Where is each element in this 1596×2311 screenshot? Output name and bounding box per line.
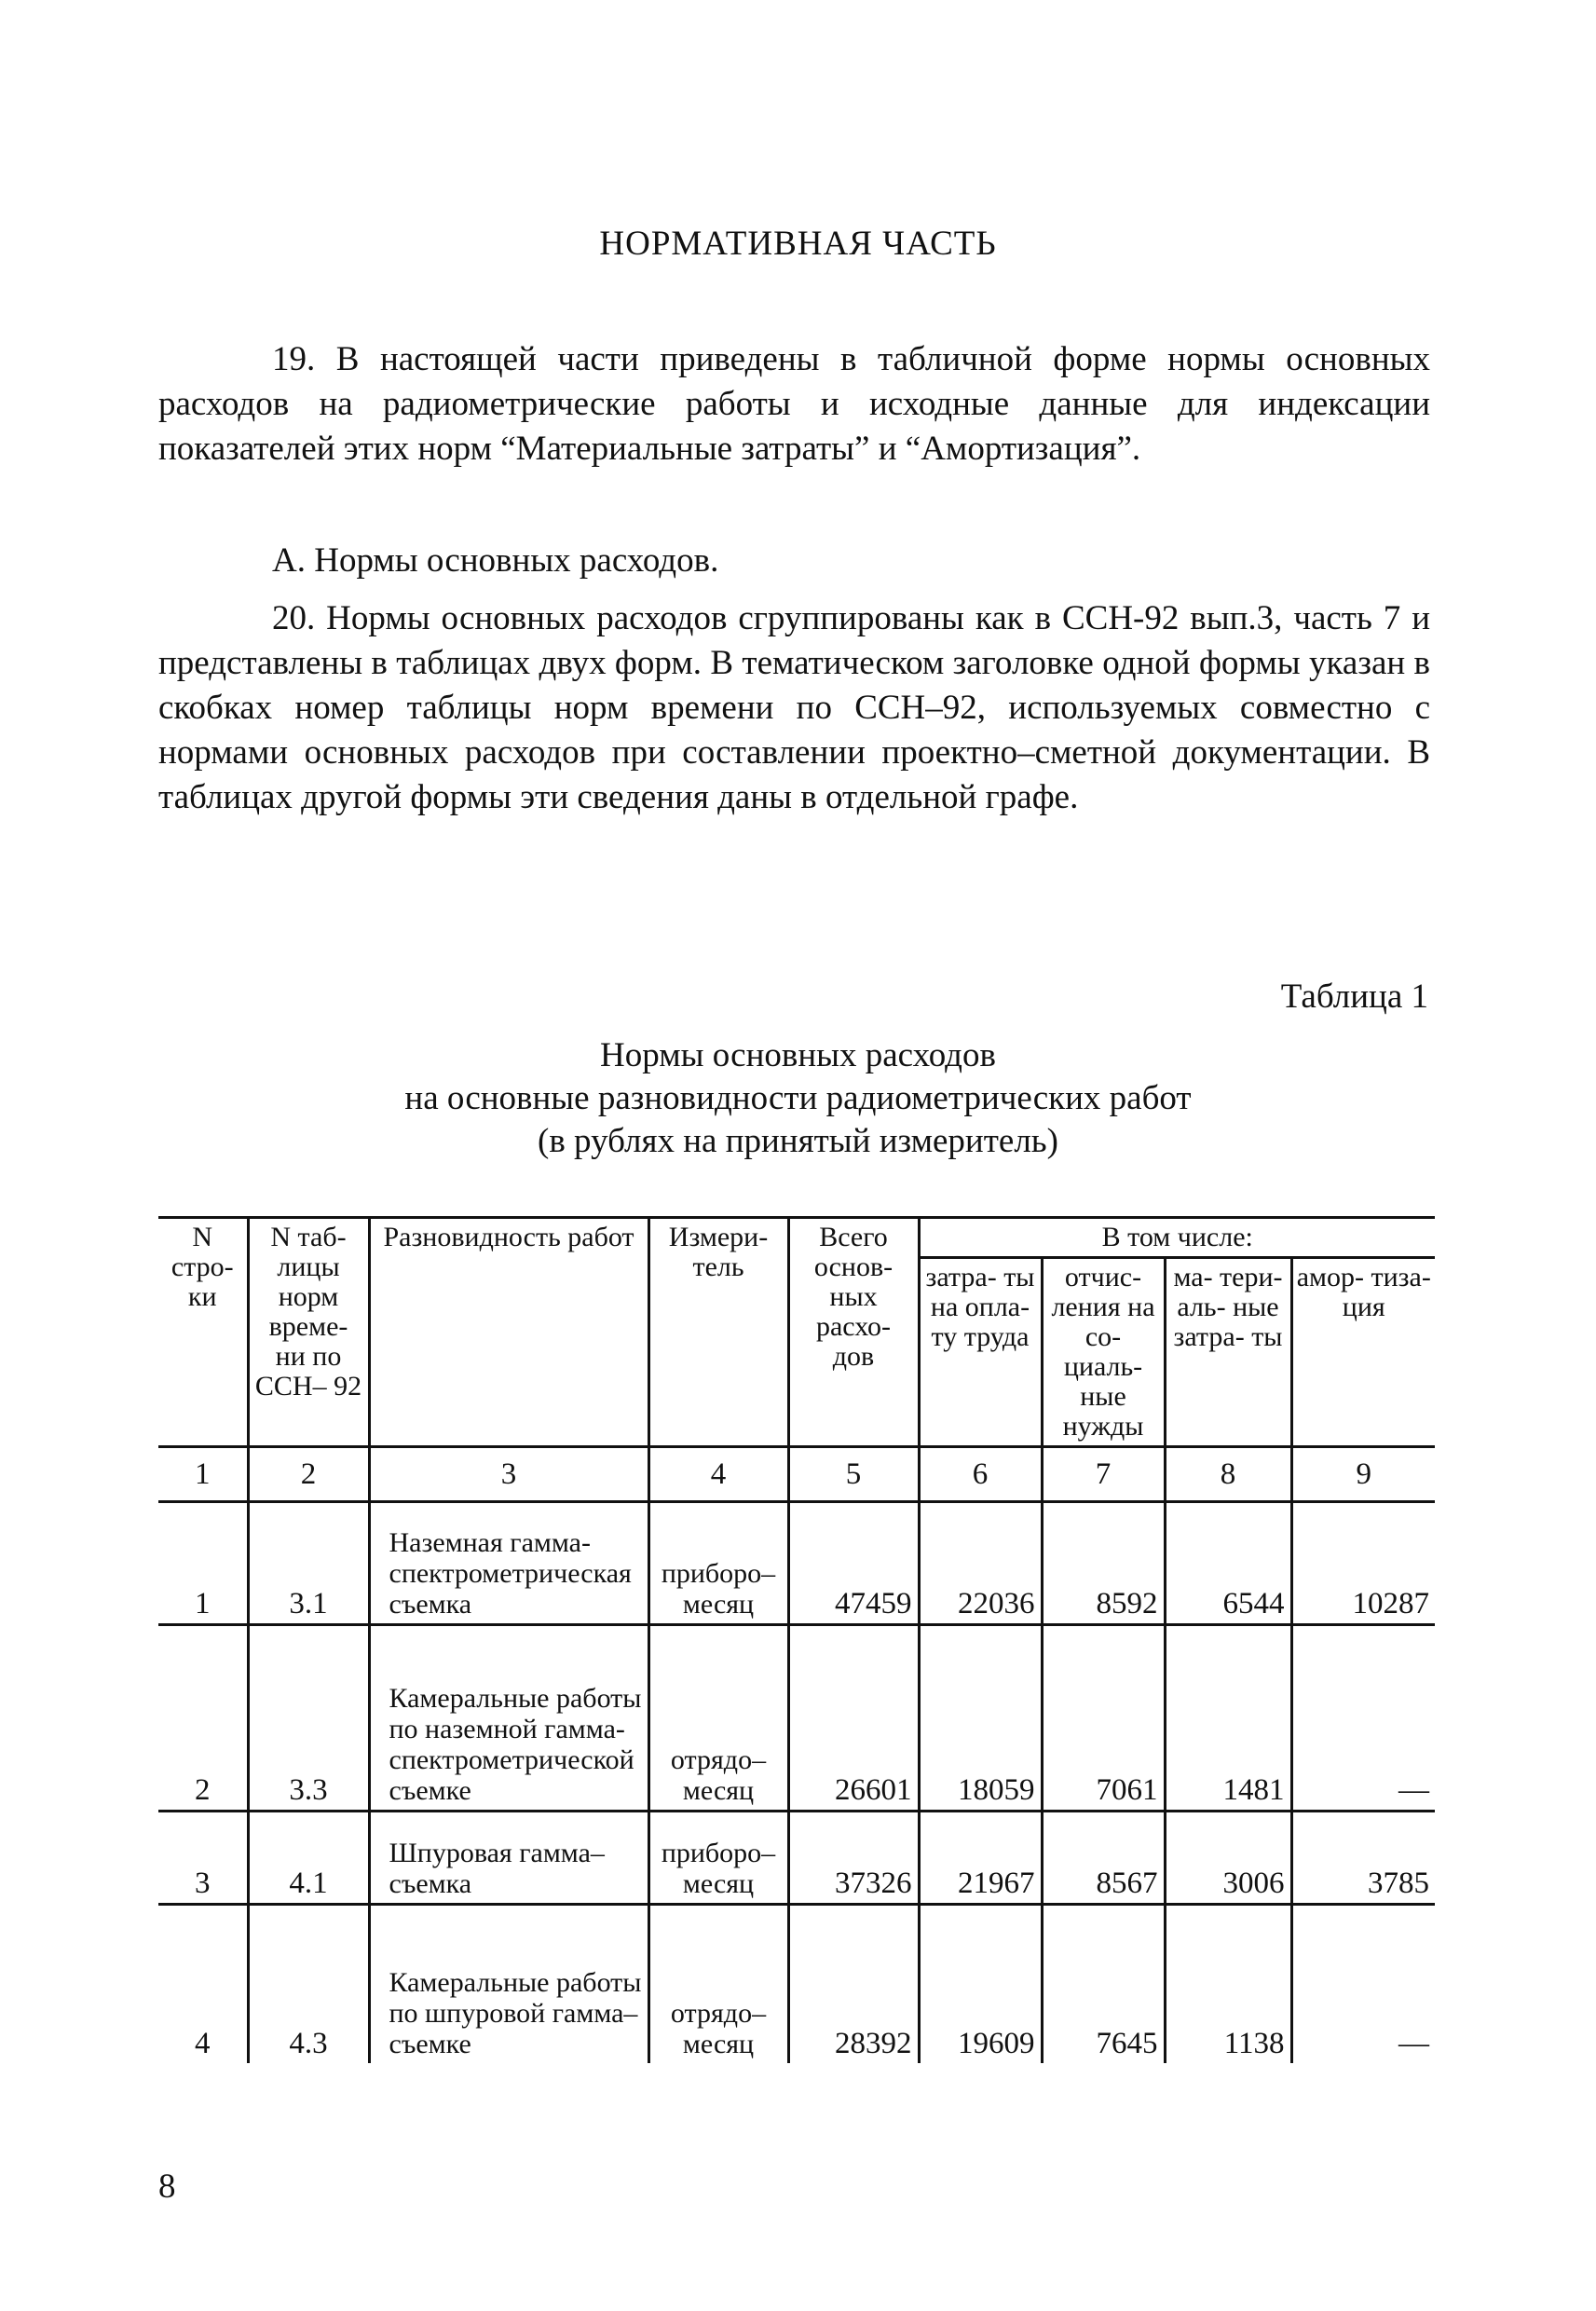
cell-amortization: 10287 xyxy=(1291,1502,1435,1625)
cell-row-no: 4 xyxy=(195,2026,211,2060)
cell-row-no: 1 xyxy=(158,1502,248,1625)
header-amortization: амор- тиза- ция xyxy=(1291,1258,1435,1447)
cell-work-type: Наземная гамма-спектрометрическая съемка xyxy=(369,1502,648,1625)
cell-work-type: Камеральные работы по наземной гамма-спектрометрической съемке xyxy=(369,1625,648,1812)
cell-unit: отрядо–месяц xyxy=(648,1625,788,1812)
cell-amortization: — xyxy=(1291,1625,1435,1812)
table-row xyxy=(158,1502,1435,1625)
header-including: В том числе: xyxy=(919,1218,1435,1258)
header-work-type: Разновидность работ xyxy=(369,1218,648,1447)
column-number: 5 xyxy=(788,1447,919,1502)
column-number: 1 xyxy=(158,1447,248,1502)
header-table-ref: N таб- лицы норм време- ни по ССН– 92 xyxy=(248,1218,369,1447)
table-row xyxy=(158,1905,1435,2063)
cell-table-ref: 4.3 xyxy=(248,1905,369,2063)
table-title-line-2: на основные разновидности радиометрических работ xyxy=(404,1079,1192,1117)
table-title-line-3: (в рублях на принятый измеритель) xyxy=(538,1122,1058,1160)
cell-social: 7061 xyxy=(1042,1625,1165,1812)
section-a-heading: А. Нормы основных расходов. xyxy=(272,541,719,580)
cell-total: 47459 xyxy=(788,1502,919,1625)
cell-materials: 6544 xyxy=(1165,1502,1291,1625)
cell-unit: приборо–месяц xyxy=(648,1502,788,1625)
header-unit: Измери- тель xyxy=(648,1218,788,1447)
table-title xyxy=(0,1034,1596,1163)
cell-table-ref: 4.1 xyxy=(248,1812,369,1905)
table-title-line-1: Нормы основных расходов xyxy=(600,1036,996,1074)
norms-table xyxy=(158,1216,1435,2063)
table-row xyxy=(158,1625,1435,1812)
table-row xyxy=(158,1812,1435,1905)
paragraph-20: 20. Нормы основных расходов сгруппированы как в ССН-92 вып.3, часть 7 и представлены в таблицах двух форм. В тематическом заголовке одной формы указан в скобках номер таблицы норм времени по ССН–92, используемых совместно с нормами основных расходов при составлении проектно–сметной документации. В таблицах другой формы эти сведения даны в отдельной графе. xyxy=(158,599,1430,816)
column-number: 2 xyxy=(248,1447,369,1502)
cell-labor: 18059 xyxy=(919,1625,1042,1812)
cell-unit: приборо–месяц xyxy=(648,1812,788,1905)
cell-social: 8567 xyxy=(1042,1812,1165,1905)
column-number: 6 xyxy=(919,1447,1042,1502)
cell-unit: отрядо–месяц xyxy=(648,1905,788,2063)
header-total: Всего основ- ных расхо- дов xyxy=(788,1218,919,1447)
cell-materials: 1481 xyxy=(1165,1625,1291,1812)
column-number: 9 xyxy=(1291,1447,1435,1502)
page-title: НОРМАТИВНАЯ ЧАСТЬ xyxy=(599,225,997,263)
cell-materials: 1138 xyxy=(1165,1905,1291,2063)
cell-total: 28392 xyxy=(788,1905,919,2063)
cell-row-no: 3 xyxy=(158,1812,248,1905)
column-number: 4 xyxy=(648,1447,788,1502)
column-number: 3 xyxy=(369,1447,648,1502)
header-social: отчис- ления на со- циаль- ные нужды xyxy=(1042,1258,1165,1447)
header-labor: затра- ты на опла- ту труда xyxy=(919,1258,1042,1447)
cell-labor: 19609 xyxy=(919,1905,1042,2063)
cell-social: 7645 xyxy=(1042,1905,1165,2063)
page-number: 8 xyxy=(158,2167,176,2206)
cell-amortization: 3785 xyxy=(1291,1812,1435,1905)
cell-social: 8592 xyxy=(1042,1502,1165,1625)
cell-table-ref: 3.1 xyxy=(248,1502,369,1625)
cell-work-type: Камеральные работы по шпуровой гамма–съемке xyxy=(369,1905,648,2063)
cell-row-no: 2 xyxy=(158,1625,248,1812)
cell-materials: 3006 xyxy=(1165,1812,1291,1905)
cell-labor: 21967 xyxy=(919,1812,1042,1905)
cell-table-ref: 3.3 xyxy=(248,1625,369,1812)
header-row-no: N стро- ки xyxy=(158,1218,248,1447)
header-materials: ма- тери- аль- ные затра- ты xyxy=(1165,1258,1291,1447)
cell-work-type: Шпуровая гамма–съемка xyxy=(369,1812,648,1905)
column-number: 8 xyxy=(1165,1447,1291,1502)
cell-total: 37326 xyxy=(788,1812,919,1905)
cell-amortization: — xyxy=(1291,1905,1435,2063)
paragraph-19: 19. В настоящей части приведены в табличной форме нормы основных расходов на радиометрические работы и исходные данные для индексации показателей этих норм “Материальные затраты” и “Амортизация”. xyxy=(158,340,1430,468)
cell-total: 26601 xyxy=(788,1625,919,1812)
cell-labor: 22036 xyxy=(919,1502,1042,1625)
column-number: 7 xyxy=(1042,1447,1165,1502)
table-number: Таблица 1 xyxy=(1280,978,1428,1016)
